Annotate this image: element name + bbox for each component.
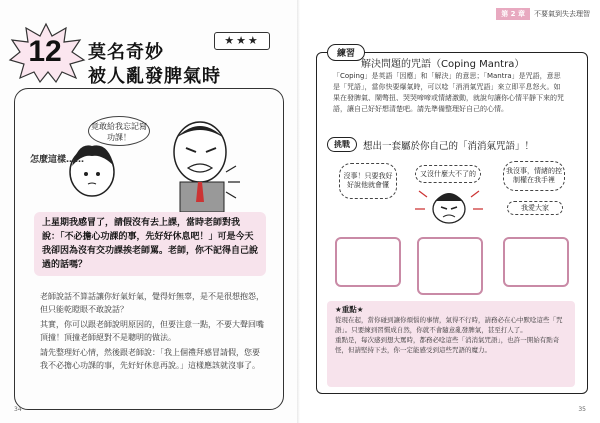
key-point-note bbox=[327, 301, 575, 387]
mantra-answer-box-2[interactable] bbox=[417, 237, 483, 295]
paragraph-2: 其實，你可以跟老師說明原因的，但要注意一點，不要大聲回嘴頂撞！頂撞老師絕對不是聰明的做法。 bbox=[40, 320, 264, 342]
chapter-header bbox=[496, 8, 590, 20]
challenge-label: 挑戰 bbox=[327, 137, 357, 152]
chapter-tag: 第 2 章 bbox=[496, 8, 530, 20]
practice-frame bbox=[316, 49, 588, 394]
note-line-2: 重點是，每次感到想大罵時，都務必唸這些「消消氣咒語」，也許一開始有點奇怪，但請堅持下去，你一定能感受到這些咒語的魔力。 bbox=[335, 336, 560, 354]
question-box: 上星期我感冒了，請假沒有去上課，當時老師對我說：「不必擔心功課的事，先好好休息吧！」可是今天我卻因為沒有交功課挨老師罵。老師，你不記得自己說過的話嗎？ bbox=[34, 212, 266, 276]
mantra-answer-box-3[interactable] bbox=[503, 237, 569, 287]
page-title-line1: 莫名奇妙 bbox=[88, 42, 164, 63]
difficulty-rating: ★★★ bbox=[214, 32, 270, 50]
page-number-right: 35 bbox=[578, 406, 586, 413]
student-thought-text: 怎麼這樣…… bbox=[30, 155, 85, 165]
page-title-line2: 被人亂發脾氣時 bbox=[88, 66, 221, 87]
paragraph-3: 請先整理好心情，然後跟老師說：「我上個禮拜感冒請假，您要我不必擔心功課的事，先好好休息再說。」這樣應該就沒事了。 bbox=[40, 348, 260, 370]
section-title: 解決問題的咒語（Coping Mantra） bbox=[361, 59, 525, 70]
comic-illustration bbox=[30, 112, 268, 212]
mantra-cloud-4: 我愛大家 bbox=[507, 201, 563, 215]
page-number-left: 34 bbox=[14, 406, 22, 413]
note-title: ★重點★ bbox=[335, 305, 364, 314]
paragraph-1: 老師說話不算話讓你好氣好氣，覺得好無辜，是不是很想抱怨，但只能乾瞪眼不敢說話？ bbox=[40, 292, 264, 314]
mantra-cloud-3: 我沒事，情緒的控制權在我手裡 bbox=[503, 161, 565, 191]
mantra-cloud-1: 沒事！只要我好好說他就會懂 bbox=[339, 163, 397, 199]
intro-text: 「Coping」是英語「因應」和「解決」的意思；「Mantra」是咒語，意思是「咒語」，當你快要爆氣時，可以唸「消消氣咒語」來立即平息怒火。如果在發脾氣、鬧彆扭、哭哭啼啼或情緒激動，就說句讓你心情平靜下來的咒語，讓自己好好想清楚吧。請先準備整理好自己的心情。 bbox=[333, 72, 564, 113]
right-page bbox=[300, 0, 600, 423]
chapter-title: 不要氣到失去理智 bbox=[534, 10, 590, 18]
angry-face-illustration bbox=[409, 181, 489, 229]
challenge-row bbox=[327, 137, 534, 152]
note-line-1: 從現在起，當你碰到讓你煩惱的事情，氣得不行時，請務必在心中默唸這些「咒語」。只要練到習慣成自然，你就不會隨意亂發脾氣，甚至打人了。 bbox=[335, 316, 563, 334]
practice-label: 練習 bbox=[327, 44, 365, 61]
challenge-text: 想出一套屬於你自己的「消消氣咒語」！ bbox=[363, 140, 535, 152]
teacher-speech-bubble: 竟敢給我忘記寫功課！ bbox=[88, 116, 150, 146]
mantra-answer-box-1[interactable] bbox=[335, 237, 401, 287]
lesson-number: 12 bbox=[28, 35, 62, 68]
mantra-cloud-2: 又沒什麼大不了的 bbox=[415, 165, 481, 183]
